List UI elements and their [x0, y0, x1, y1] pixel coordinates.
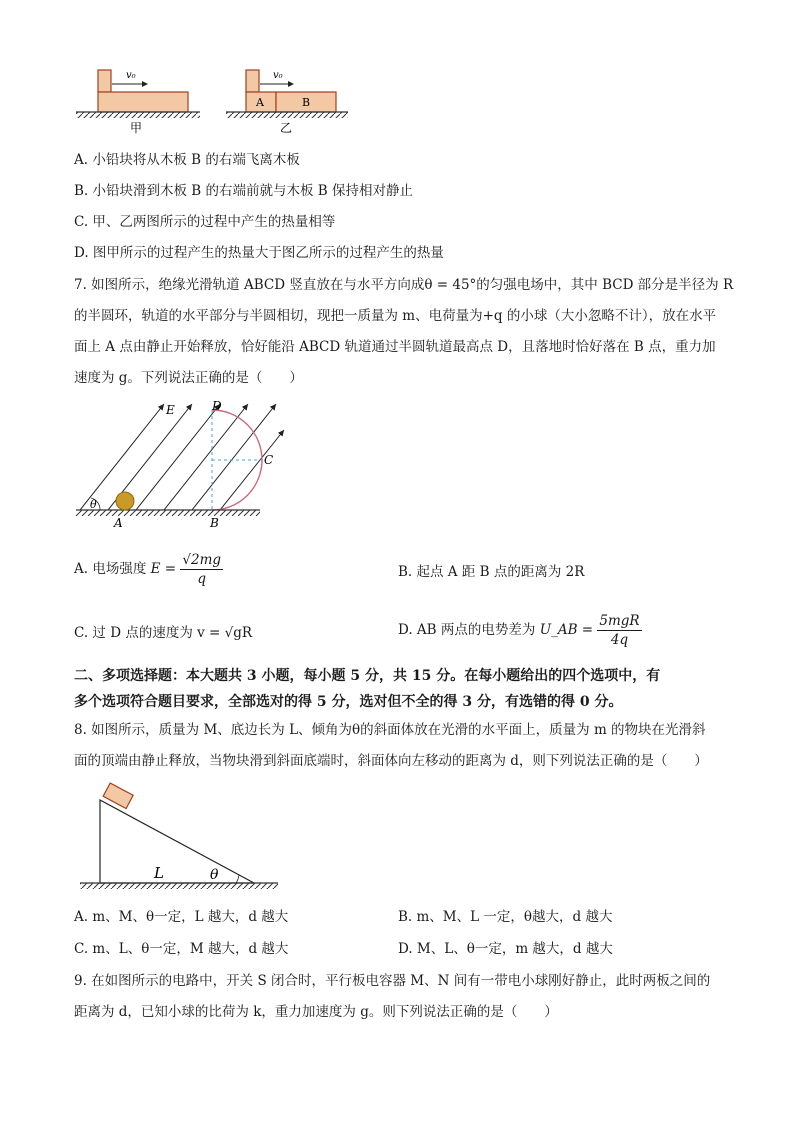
velocity-label-jia: v₀ [126, 70, 136, 81]
q8-option-b: B. m、M、L 一定，θ越大，d 越大 [398, 909, 613, 925]
velocity-label-yi: v₀ [273, 70, 283, 81]
electric-field-track-figure [70, 396, 300, 531]
incline-angle-label: θ [210, 867, 219, 883]
point-b-label: B [210, 516, 219, 530]
q7-option-c: C. 过 D 点的速度为 v = √gR [74, 625, 253, 641]
q7-line-2: 的半圆环，轨道的水平部分与半圆相切，现把一质量为 m、电荷量为+q 的小球（大小忽略不计），放在水平 [74, 308, 717, 324]
q7-option-d-fraction: $\frac{\text{5mgR}}{4q}$ [599, 613, 640, 648]
lead-block-jia [98, 70, 111, 92]
charged-ball [116, 492, 134, 510]
label-yi: 乙 [280, 121, 293, 135]
point-c-label: C [264, 453, 274, 467]
board-jia [98, 92, 188, 112]
q6-option-c: C. 甲、乙两图所示的过程中产生的热量相等 [74, 214, 336, 230]
q8-option-a: A. m、M、θ一定，L 越大，d 越大 [74, 909, 289, 925]
field-lines [80, 404, 284, 510]
section-2-heading-line-2: 多个选项符合题目要求，全部选对的得 5 分，选对但不全的得 3 分，有选错的得 0 分。 [74, 694, 623, 710]
q8-line-1: 8. 如图所示，质量为 M、底边长为 L、倾角为θ的斜面体放在光滑的水平面上，质量为 m 的物块在光滑斜 [74, 722, 706, 738]
figure-jia [76, 70, 200, 135]
q8-option-d: D. M、L、θ一定，m 越大，d 越大 [398, 941, 613, 957]
q7-option-d: D. AB 两点的电势差为 U_AB = $\frac{\text{5mgR}}{4q}$ [398, 613, 640, 648]
board-a-label: A [256, 96, 264, 109]
q7-option-a: A. 电场强度 E = $\frac{√2mg}{q}$ [74, 552, 222, 587]
figure-yi [226, 70, 348, 135]
point-d-label: D [212, 399, 222, 413]
field-e-label: E [166, 403, 175, 417]
incline-body [100, 800, 254, 883]
label-jia: 甲 [130, 121, 143, 135]
lead-block-yi [246, 70, 259, 92]
q7-line-3: 面上 A 点由静止开始释放，恰好能沿 ABCD 轨道通过半圆轨道最高点 D，且落地时恰好落在 B 点，重力加 [74, 339, 716, 355]
point-a-label: A [114, 516, 123, 530]
section-2-heading-line-1: 二、多项选择题：本大题共 3 小题，每小题 5 分，共 15 分。在每小题给出的四个选项中，有 [74, 668, 661, 684]
q6-option-d: D. 图甲所示的过程产生的热量大于图乙所示的过程产生的热量 [74, 245, 444, 261]
q9-line-1: 9. 在如图所示的电路中，开关 S 闭合时，平行板电容器 M、N 间有一带电小球刚好静止，此时两板之间的 [74, 973, 711, 989]
q6-option-a: A. 小铅块将从木板 B 的右端飞离木板 [74, 152, 300, 168]
lead-block-figure [70, 60, 370, 140]
base-length-label: L [154, 864, 164, 882]
q7-line-4: 速度为 g。下列说法正确的是（ ） [74, 370, 303, 386]
q7-option-a-fraction: $\frac{√2mg}{q}$ [182, 552, 222, 587]
q7-option-b: B. 起点 A 距 B 点的距离为 2R [398, 564, 585, 580]
q8-option-c: C. m、L、θ一定，M 越大，d 越大 [74, 941, 289, 957]
q7-line-1: 7. 如图所示，绝缘光滑轨道 ABCD 竖直放在与水平方向成θ = 45°的匀强电场中，其中 BCD 部分是半径为 R [74, 277, 734, 293]
q6-option-b: B. 小铅块滑到木板 B 的右端前就与木板 B 保持相对静止 [74, 183, 414, 199]
board-b-label: B [302, 96, 311, 109]
q8-line-2: 面的顶端由静止释放，当物块滑到斜面底端时，斜面体向左移动的距离为 d，则下列说法正确的是（ ） [74, 753, 708, 769]
q9-line-2: 距离为 d，已知小球的比荷为 k，重力加速度为 g。则下列说法正确的是（ ） [74, 1004, 558, 1020]
incline-figure [70, 780, 300, 900]
theta-label: θ [90, 498, 97, 511]
